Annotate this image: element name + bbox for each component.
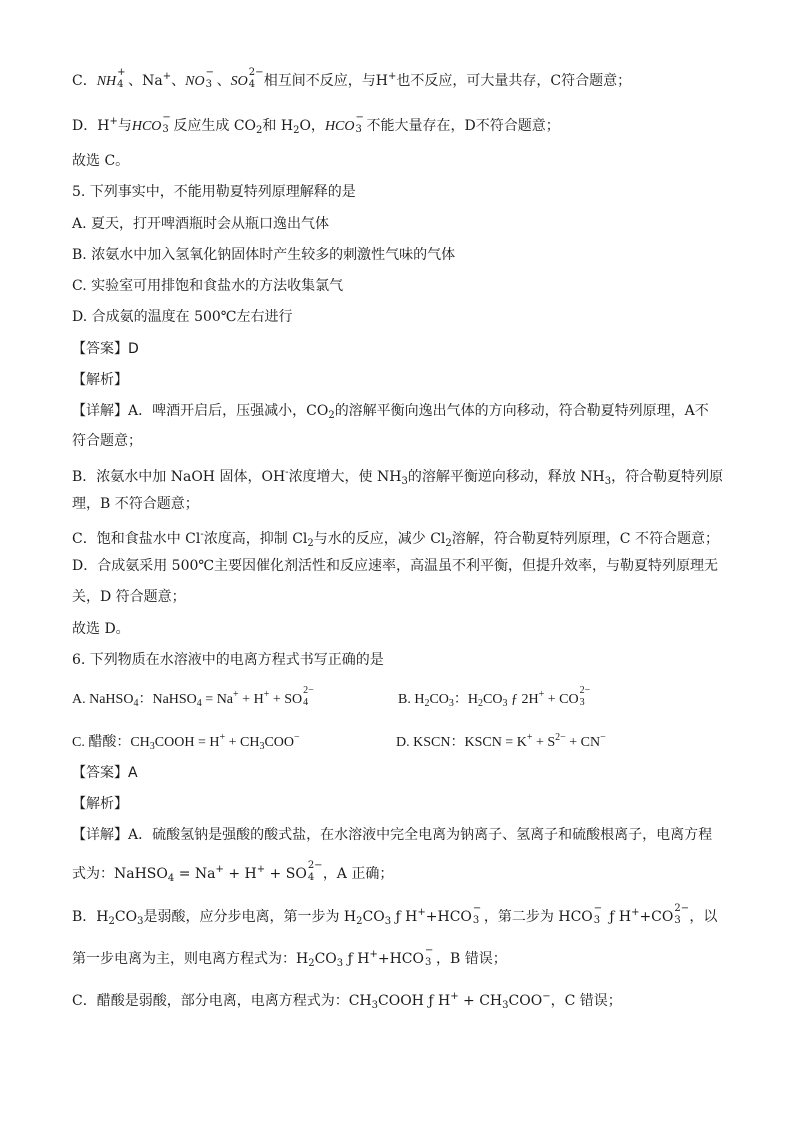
sub: 3 [137, 916, 144, 927]
sub: 3 [336, 958, 344, 969]
sub: 2 [445, 538, 452, 549]
sub: 4 [196, 698, 202, 709]
sub: 4 [167, 873, 175, 884]
text: 、 [171, 73, 186, 89]
sub: 2 [478, 698, 484, 709]
q5-option-a: A. 夏天，打开啤酒瓶时会从瓶口逸出气体 [72, 216, 330, 232]
text: 也不反应，可大量共存，C符合题意； [396, 73, 632, 89]
text: + CN [565, 735, 601, 750]
text: 浓度高，抑制 Cl [203, 531, 308, 547]
text: 与 [117, 118, 132, 134]
q6-option-d [396, 727, 606, 754]
sub: 2 [356, 916, 363, 927]
text: C．醋酸是弱酸，部分电离，电离方程式为：CH [72, 993, 372, 1009]
answer-6 [72, 762, 138, 784]
detail-5a [72, 400, 709, 427]
text: ƒ H [343, 951, 370, 967]
detail-6b [72, 902, 717, 933]
sub: 2 [293, 125, 300, 136]
text: CO [114, 909, 138, 925]
question-6: 6. 下列物质在水溶液中的电离方程式书写正确的是 [72, 652, 384, 668]
text: ƒ [507, 692, 522, 707]
text: C. 醋酸：CH [72, 735, 150, 750]
detail-5c [72, 524, 719, 555]
text: B．浓氨水中加 NaOH 固体，OH [72, 469, 286, 485]
text: + CH [458, 993, 503, 1009]
q5-option-d: D. 合成氨的温度在 500℃左右进行 [72, 309, 293, 325]
ion-no3: NO [185, 74, 205, 89]
text: 不能大量存在，D不符合题意； [366, 118, 560, 134]
sup: + [631, 907, 640, 918]
sub: 3 [384, 916, 392, 927]
text: +HCO [425, 909, 472, 925]
text: 浓度增大，使 NH [288, 469, 402, 485]
text: ，A 正确； [322, 866, 394, 882]
sup: 2− [303, 685, 314, 696]
text: ƒ H [604, 909, 632, 925]
sup: - [285, 467, 289, 478]
sub: 3 [448, 698, 454, 709]
sup: 2− [674, 903, 690, 914]
sub: 3 [502, 1000, 509, 1011]
sub: 4 [248, 79, 256, 90]
text: ，B 错误； [436, 951, 507, 967]
ion-so4: SO [230, 74, 248, 89]
answer-label: 【答案】 [72, 341, 128, 357]
sub: 3 [205, 79, 212, 90]
analysis-6-label: 【解析】 [72, 796, 128, 812]
text: COOH = H [154, 735, 220, 750]
detail-5b [72, 462, 723, 493]
option-d-explanation [72, 111, 560, 142]
text: 的溶解平衡逆向移动，释放 NH [407, 469, 605, 485]
detail-6c [72, 986, 622, 1017]
sub: 3 [593, 915, 601, 926]
sub: 3 [162, 124, 169, 135]
text: 、Na [128, 73, 163, 89]
text: ，符合勒夏特列原 [611, 469, 724, 485]
text: 和 H [262, 118, 294, 134]
answer-5 [72, 338, 139, 360]
sup: + [387, 71, 397, 82]
sup: + [263, 689, 270, 700]
sub: 2 [108, 916, 115, 927]
answer-value: D [128, 341, 139, 357]
sup: + [256, 864, 266, 875]
ion-hco3: HCO [131, 119, 162, 134]
question-5: 5. 下列事实中，不能用勒夏特列原理解释的是 [72, 184, 356, 200]
sup: − [355, 112, 364, 123]
text: CO [314, 951, 337, 967]
q6-option-c [72, 727, 300, 758]
text: B．H [72, 909, 109, 925]
text: COO [264, 735, 295, 750]
sup: + [219, 732, 226, 743]
sub: 2 [328, 410, 335, 421]
sub: 3 [355, 124, 362, 135]
text: +HCO [377, 951, 424, 967]
text: 反应生成 CO [173, 118, 257, 134]
detail-5a-cont: 符合题意； [72, 433, 142, 449]
sub: 2 [308, 958, 315, 969]
sup: + [215, 864, 224, 875]
text: + CH [225, 735, 260, 750]
detail-5d: D．合成氨采用 500℃主要因催化剂活性和反应速率，高温虽不利平衡，但提升效率，与勒夏特列原理无 [72, 558, 719, 574]
sup: 2− [307, 860, 323, 871]
text: 溶解，符合勒夏特列原理，C 不符合题意； [451, 531, 719, 547]
sub: 3 [401, 476, 408, 487]
sub: 4 [307, 872, 315, 883]
text: CO [483, 692, 503, 707]
text: ，C 错误； [550, 993, 622, 1009]
sup: + [162, 71, 172, 82]
text: C．饱和食盐水中 Cl [72, 531, 201, 547]
text: + H [238, 692, 264, 707]
text: + SO [269, 692, 303, 707]
q5-option-b: B. 浓氨水中加入氢氧化钠固体时产生较多的刺激性气味的气体 [72, 247, 456, 263]
sup: − [600, 732, 606, 743]
text: = Na [174, 866, 216, 882]
sub: 4 [117, 79, 124, 90]
detail-5d-cont: 关，D 符合题意； [72, 589, 186, 605]
text: D. KSCN：KSCN = K [396, 735, 527, 750]
text: ，以 [689, 909, 718, 925]
sup: - [200, 529, 204, 540]
sub: 2 [256, 125, 263, 136]
text: COO [508, 993, 543, 1009]
ion-nh4: NH [96, 74, 117, 89]
detail-6b-cont [72, 944, 507, 975]
text: 、 [216, 73, 231, 89]
text: 第一步电离为主，则电离方程式为：H [72, 951, 309, 967]
sup: − [294, 732, 300, 743]
text: B. H [398, 692, 425, 707]
answer-label: 【答案】 [72, 765, 128, 781]
text: + CO [544, 692, 579, 707]
q6-option-b [398, 684, 595, 715]
text: 相互间不反应，与H [263, 73, 388, 89]
sub: 3 [425, 957, 432, 968]
text: CO [362, 909, 385, 925]
text: + H [223, 866, 257, 882]
text: COOH ƒ H [378, 993, 451, 1009]
sub: 2 [307, 538, 314, 549]
sup: − [205, 67, 215, 78]
conclusion-c: 故选 C。 [72, 153, 130, 169]
text: C． [72, 73, 97, 89]
text: + SO [265, 866, 307, 882]
sup: 2− [555, 732, 566, 743]
sub: 3 [259, 741, 265, 752]
detail-6a: 【详解】A．硫酸氢钠是强酸的酸式盐，在水溶液中完全电离为钠离子、氢离子和硫酸根离子，电离方程 [72, 827, 713, 843]
text: 【详解】A．啤酒开启后，压强减小，CO [72, 403, 329, 419]
text: D．H [72, 118, 110, 134]
answer-value: A [128, 765, 138, 781]
sup: − [472, 903, 482, 914]
sub: 3 [472, 915, 480, 926]
sub: 2 [424, 698, 430, 709]
sup: + [538, 689, 545, 700]
q6-option-a [72, 684, 318, 715]
sup: − [425, 945, 434, 956]
sup: + [450, 991, 459, 1002]
text: 的溶解平衡向逸出气体的方向移动，符合勒夏特列原理，A不 [334, 403, 709, 419]
sup: + [117, 67, 126, 78]
analysis-5-label: 【解析】 [72, 372, 128, 388]
ion-hco3: HCO [324, 119, 355, 134]
text: = Na [201, 692, 234, 707]
text: ƒ H [391, 909, 418, 925]
sup: − [162, 112, 171, 123]
sub: 3 [579, 697, 585, 708]
sub: 3 [604, 476, 612, 487]
sup: + [233, 689, 239, 700]
sub: 4 [133, 698, 139, 709]
text: 式为：NaHSO [72, 866, 168, 882]
text: ，第二步为 HCO [483, 909, 593, 925]
text: 是弱酸，应分步电离，第一步为 H [143, 909, 357, 925]
text: ：NaHSO [138, 692, 197, 707]
text: + S [532, 735, 556, 750]
sup: + [369, 949, 378, 960]
sub: 3 [149, 741, 155, 752]
option-c-explanation [72, 66, 631, 93]
text: CO [429, 692, 449, 707]
sub: 3 [371, 1000, 379, 1011]
text: A. NaHSO [72, 692, 134, 707]
sup: + [417, 907, 426, 918]
sup: − [542, 991, 551, 1002]
q5-option-c: C. 实验室可用排饱和食盐水的方法收集氯气 [72, 278, 344, 294]
sub: 3 [674, 915, 681, 926]
text: 与水的反应，减少 Cl [313, 531, 446, 547]
detail-6a-cont [72, 859, 393, 890]
detail-5b-cont: 理，B 不符合题意； [72, 496, 199, 512]
text: ：H [453, 692, 479, 707]
sub: 4 [303, 697, 309, 708]
conclusion-d: 故选 D。 [72, 621, 130, 637]
sup: + [109, 116, 118, 127]
text: 2H [521, 692, 539, 707]
sub: 3 [502, 698, 508, 709]
text: +CO [639, 909, 674, 925]
sup: − [593, 903, 603, 914]
sup: 2− [248, 67, 264, 78]
text: O， [299, 118, 325, 134]
sup: 2− [579, 685, 591, 696]
sup: + [526, 732, 533, 743]
